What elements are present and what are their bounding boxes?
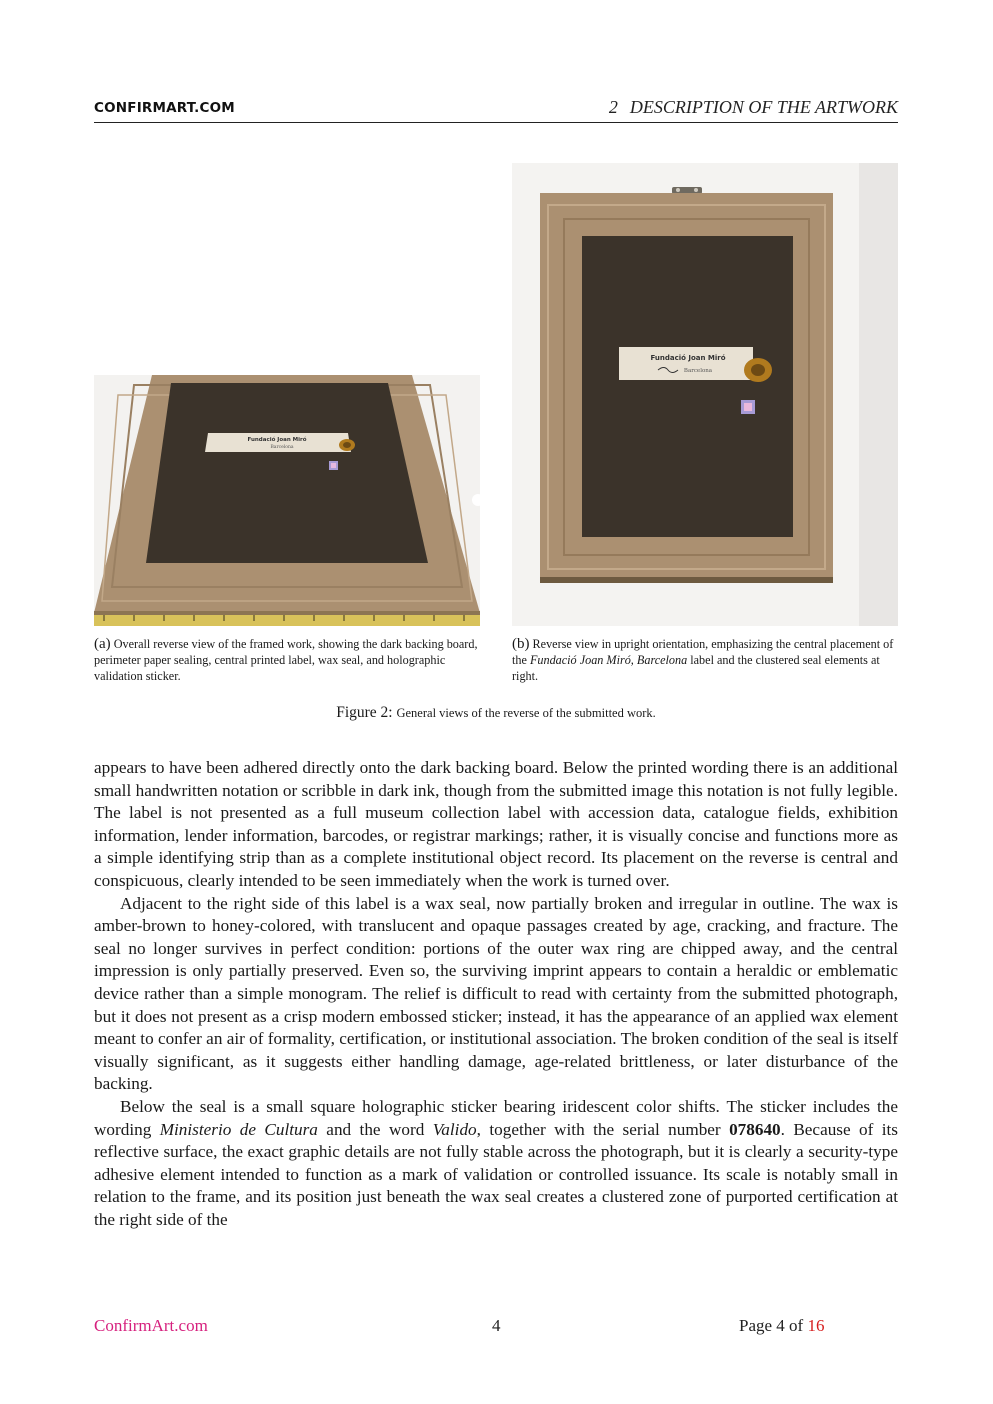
caption-a xyxy=(94,636,482,684)
p3-italic-ministerio: Ministerio de Cultura xyxy=(159,1119,318,1139)
caption-b-italic: Fundació Joan Miró, Barcelona xyxy=(529,653,688,667)
figure-label: Figure 2: xyxy=(336,704,393,721)
caption-a-tag: (a) xyxy=(94,636,111,652)
p3-part-d: . Because of its reflective surface, the exact graphic details are not fully stable across the photograph, but it is clearly a security-type adhesive element intended to function as a mark of validation or controlled issuance. Its scale is notably small in relation to the frame, and its position just beneath the wax seal creates a clustered zone of purported certification at the right side of the xyxy=(94,1119,898,1229)
figure-caption-text: General views of the reverse of the submitted work. xyxy=(396,706,656,720)
label-text-b: Fundació Joan Miró xyxy=(650,354,726,362)
page-total-link[interactable]: 16 xyxy=(807,1316,825,1335)
confirmart-logo: CONFIRMART.COM xyxy=(94,100,235,116)
svg-text:Barcelona: Barcelona xyxy=(683,368,713,374)
reverse-angled-photo xyxy=(94,375,480,626)
p3-serial-number: 078640 xyxy=(729,1119,781,1139)
section-number: 2 xyxy=(608,97,618,117)
reverse-upright-photo xyxy=(512,163,898,626)
body-text xyxy=(94,757,898,1231)
figure-photo-b xyxy=(512,163,898,626)
section-title: DESCRIPTION OF THE ARTWORK xyxy=(629,97,898,117)
paragraph-2: Adjacent to the right side of this label is a wax seal, now partially broken and irregular in outline. The wax is amber-brown to honey-colored, with translucent and opaque passages created by age, cracking, and fracture. The seal no longer survives in perfect condition: portions of the outer wax ring are chipped away, and the central impression is only partially preserved. Even so, the surviving imprint appears to contain a heraldic or emblematic device rather than a simple monogram. The relief is difficult to read with certainty from the submitted photograph, but it does not present as a crisp modern embossed sticker; instead, it has the appearance of an applied wax element meant to confer an air of formality, certification, or institutional association. The broken condition of the seal is itself visually significant, as it suggests either handling damage, age-related brittleness, or later disturbance of the backing. xyxy=(94,893,898,1094)
paragraph-1: appears to have been adhered directly onto the dark backing board. Below the printed wording there is an additional small handwritten notation or scribble in dark ink, though from the submitted image this notation is not fully legible. The label is not presented as a full museum collection label with accession data, catalogue fields, exhibition information, lender information, barcodes, or registrar markings; rather, it is visually concise and functions more as a simple identifying strip than as a complete institutional object record. Its placement on the reverse is central and conspicuous, clearly intended to be seen immediately when the work is turned over. xyxy=(94,758,898,890)
figure-photo-a xyxy=(94,375,480,626)
caption-a-text: Overall reverse view of the framed work, showing the dark backing board, perimeter paper sealing, central printed label, wax seal, and holographic validation sticker. xyxy=(94,637,478,683)
caption-b-tag: (b) xyxy=(512,636,530,652)
running-header xyxy=(94,98,898,123)
caption-b-post: label and the clustered seal elements at right. xyxy=(512,653,880,683)
p3-part-c: , together with the serial number xyxy=(476,1119,730,1139)
caption-b xyxy=(512,636,900,684)
page-of-prefix: Page 4 of xyxy=(739,1316,808,1335)
label-text-a: Fundació Joan Miró xyxy=(247,437,307,443)
footer-page-number: 4 xyxy=(492,1316,501,1335)
paragraph-3 xyxy=(94,1096,898,1232)
footer-page-of xyxy=(739,1316,824,1336)
p3-part-a: Below the seal is a small square holographic sticker bearing iridescent color shifts. The sticker includes the wording xyxy=(94,1096,898,1139)
p3-part-b: and the word xyxy=(317,1119,433,1139)
p3-italic-valido: Valido xyxy=(432,1119,477,1139)
section-heading xyxy=(609,97,898,118)
svg-text:Barcelona: Barcelona xyxy=(270,445,294,450)
footer-site-link[interactable]: ConfirmArt.com xyxy=(94,1316,208,1335)
figure-caption xyxy=(94,704,898,722)
caption-b-pre: Reverse view in upright orientation, emphasizing the central placement of the xyxy=(512,637,894,667)
page-footer xyxy=(94,1316,898,1338)
